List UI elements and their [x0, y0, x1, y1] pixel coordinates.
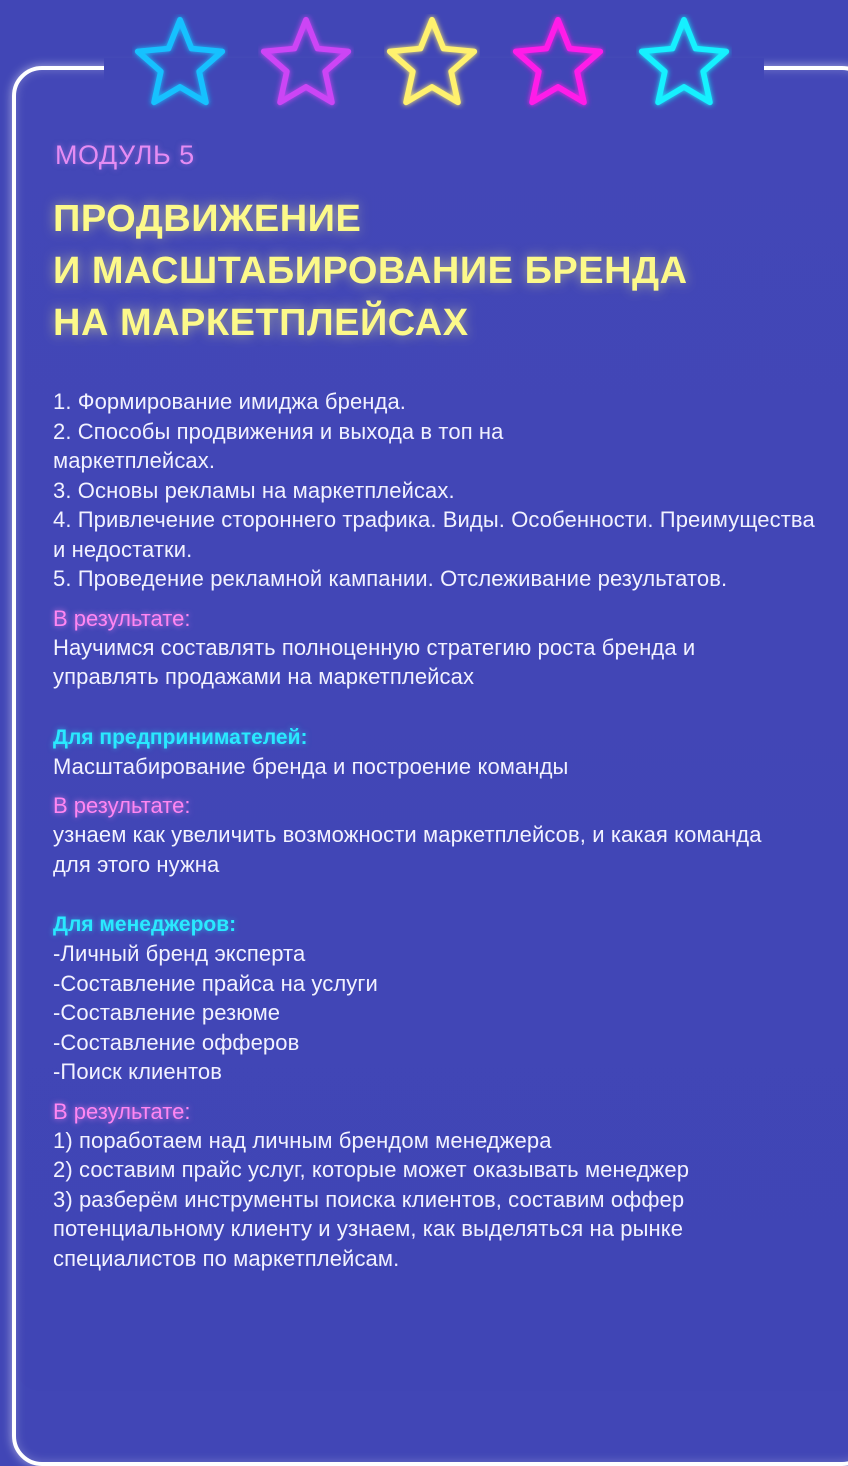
- result-label: В результате:: [53, 1098, 191, 1124]
- star-icon: [384, 14, 480, 110]
- neon-stars-row: [0, 14, 848, 110]
- manager-item: -Составление прайса на услуги: [53, 970, 378, 996]
- topics-list: [53, 387, 833, 594]
- audience-text: Масштабирование бренда и построение команды: [53, 753, 569, 779]
- result-label: В результате:: [53, 793, 191, 818]
- manager-item: -Поиск клиентов: [53, 1059, 223, 1084]
- topic-item: 2. Способы продвижения и выхода в топ на маркетплейсах.: [53, 418, 504, 473]
- manager-item: -Составление офферов: [53, 1029, 300, 1055]
- result-label: В результате:: [53, 605, 191, 631]
- star-icon: [510, 14, 606, 110]
- topic-item: 5. Проведение рекламной кампании. Отслеживание результатов.: [53, 566, 728, 591]
- result-item: 2) составим прайс услуг, которые может оказывать менеджер: [53, 1157, 690, 1182]
- module-label: МОДУЛЬ 5: [55, 140, 195, 170]
- result-item: 1) поработаем над личным брендом менеджера: [53, 1127, 552, 1153]
- star-icon: [258, 14, 354, 110]
- audience-label-managers: Для менеджеров:: [53, 913, 237, 936]
- star-icon: [132, 14, 228, 110]
- topic-item: 4. Привлечение стороннего трафика. Виды. Особенности. Преимущества и недостатки.: [53, 507, 815, 562]
- manager-item: -Личный бренд эксперта: [53, 941, 306, 966]
- manager-item: -Составление резюме: [53, 1000, 281, 1025]
- topic-item: 1. Формирование имиджа бренда.: [53, 389, 407, 414]
- result-text: Научимся составлять полноценную стратегию роста бренда и управлять продажами на маркетплейсах: [53, 634, 696, 689]
- module-content: [53, 140, 833, 1273]
- result-text: узнаем как увеличить возможности маркетплейсов, и какая команда для этого нужна: [53, 822, 762, 877]
- module-title: ПРОДВИЖЕНИЕ И МАСШТАБИРОВАНИЕ БРЕНДА НА МАРКЕТПЛЕЙСАХ: [53, 198, 688, 344]
- audience-label-entrepreneurs: Для предпринимателей:: [53, 725, 308, 749]
- star-icon: [636, 14, 732, 110]
- result-item: 3) разберём инструменты поиска клиентов, составим оффер потенциальному клиенту и узнаем, как выделяться на рынке специалистов по маркетплейсам.: [53, 1186, 685, 1271]
- topic-item: 3. Основы рекламы на маркетплейсах.: [53, 477, 455, 503]
